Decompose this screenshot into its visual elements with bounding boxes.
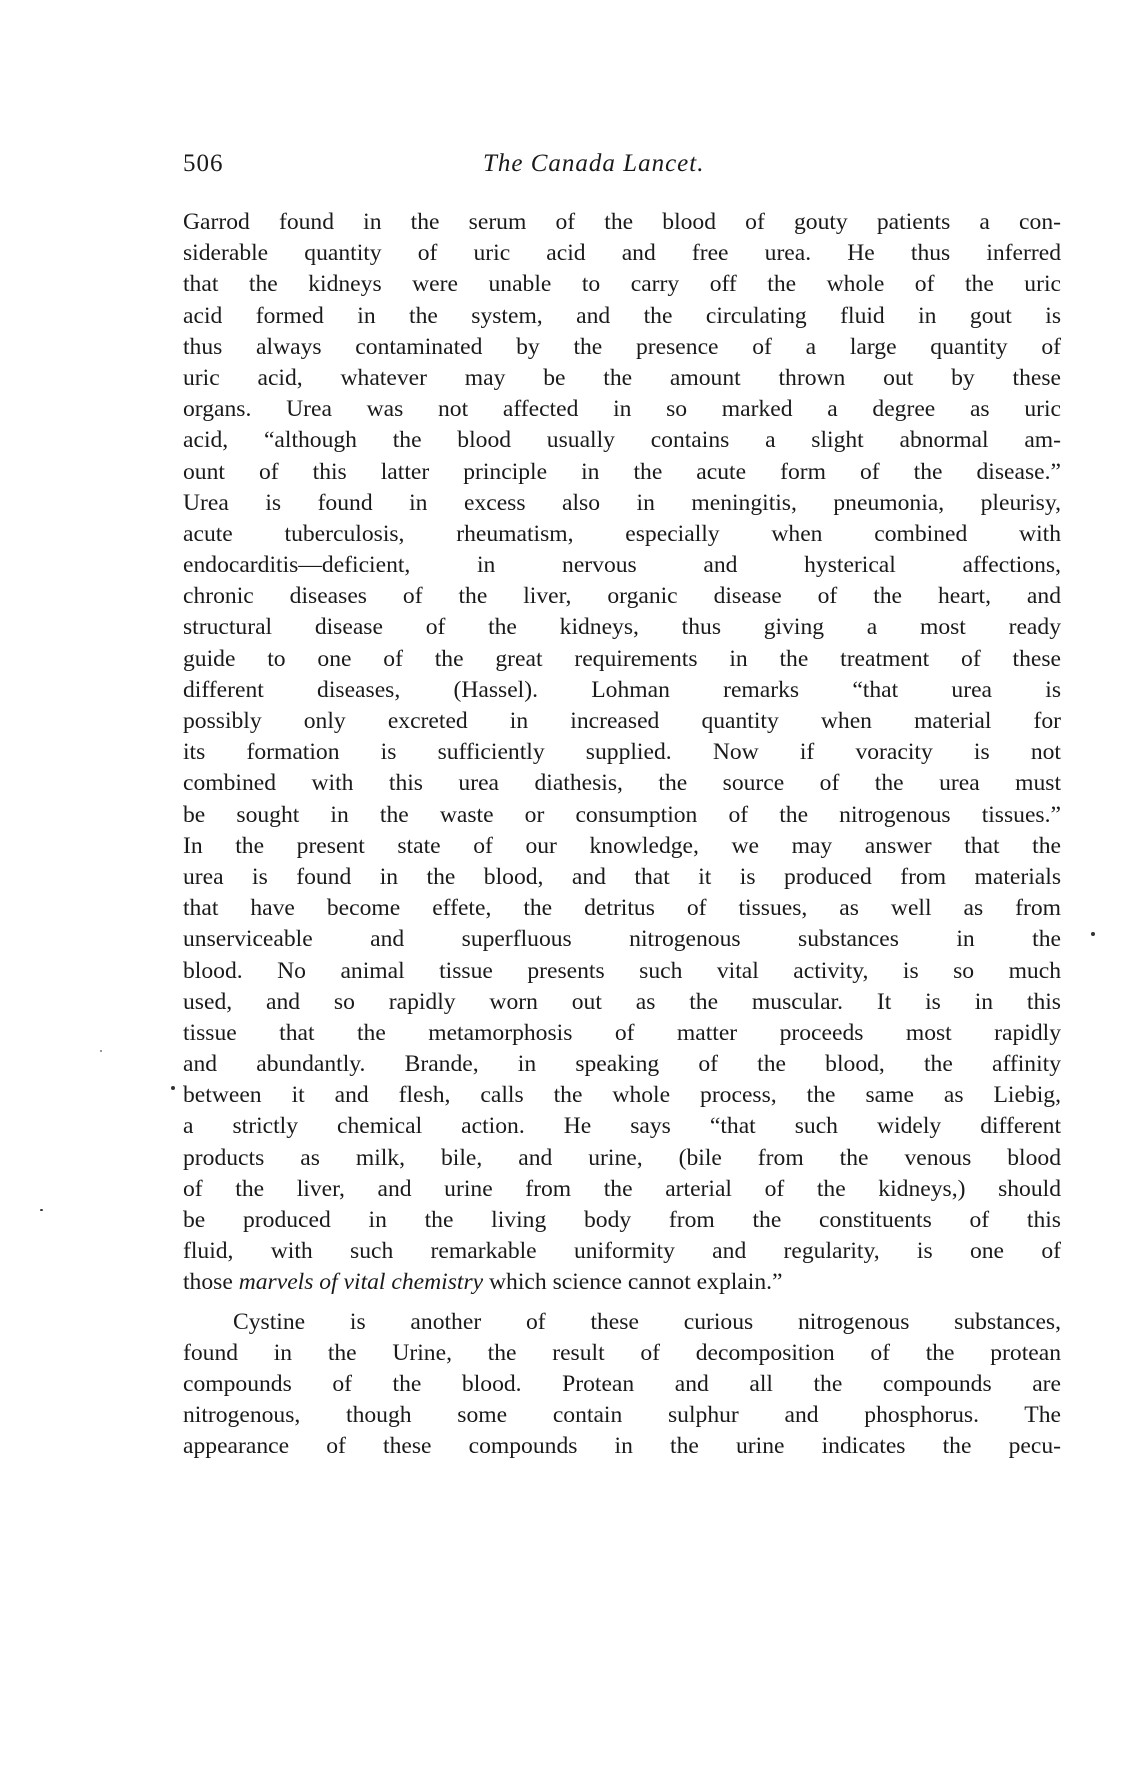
text-line: found in the Urine, the result of decomposition of the protean (183, 1339, 1061, 1366)
text-line: urea is found in the blood, and that it is produced from materials (183, 863, 1061, 890)
text-line: different diseases, (Hassel). Lohman remarks “that urea is (183, 676, 1061, 703)
text-line: acute tuberculosis, rheumatism, especially when combined with (183, 520, 1061, 547)
text-line: appearance of these compounds in the urine indicates the pecu- (183, 1433, 1061, 1460)
text-line: tissue that the metamorphosis of matter proceeds most rapidly (183, 1019, 1061, 1046)
italic-phrase: marvels of vital chemistry (238, 1269, 484, 1296)
text-line: Garrod found in the serum of the blood of gouty patients a con- (183, 209, 1061, 235)
text-line: combined with this urea diathesis, the source of the urea must (183, 770, 1061, 797)
text-line: compounds of the blood. Protean and all the compounds are (183, 1370, 1061, 1397)
scan-speck (1091, 932, 1095, 936)
paragraph-gap (183, 1299, 1061, 1307)
text-line: of the liver, and urine from the arterial of the kidneys,) should (183, 1175, 1061, 1202)
scan-speck (40, 1209, 43, 1211)
text-line: unserviceable and superfluous nitrogenous substances in the (183, 926, 1061, 953)
text-line: organs. Urea was not affected in so marked a degree as uric (183, 396, 1061, 423)
text-line: be sought in the waste or consumption of the nitrogenous tissues.” (183, 801, 1061, 828)
text-line: products as milk, bile, and urine, (bile from the venous blood (183, 1144, 1061, 1171)
running-head (183, 150, 1063, 190)
paragraph (183, 207, 1061, 1299)
text-line: a strictly chemical action. He says “that such widely different (183, 1113, 1061, 1140)
text-line: possibly only excreted in increased quantity when material for (183, 708, 1061, 734)
text-line: that the kidneys were unable to carry off the whole of the uric (183, 271, 1061, 298)
journal-title: The Canada Lancet. (483, 150, 705, 177)
text-line: acid formed in the system, and the circulating fluid in gout is (183, 302, 1061, 329)
scan-speck (100, 1050, 102, 1052)
page-number: 506 (183, 150, 224, 177)
text-line: blood. No animal tissue presents such vital activity, is so much (183, 957, 1061, 984)
scan-speck (171, 1086, 175, 1090)
text-line: thus always contaminated by the presence of a large quantity of (183, 333, 1061, 360)
text-line: In the present state of our knowledge, we may answer that the (183, 832, 1061, 859)
text-line: Cystine is another of these curious nitrogenous substances, (233, 1308, 1061, 1335)
text-line: its formation is sufficiently supplied. Now if voracity is not (183, 739, 1061, 766)
text-line: nitrogenous, though some contain sulphur and phosphorus. The (183, 1402, 1061, 1429)
text-line: fluid, with such remarkable uniformity and regularity, is one of (183, 1238, 1061, 1265)
text-run: those (183, 1269, 239, 1296)
text-line-last (183, 1267, 1061, 1298)
text-line: used, and so rapidly worn out as the muscular. It is in this (183, 988, 1061, 1015)
text-line: that have become effete, the detritus of tissues, as well as from (183, 895, 1061, 922)
text-line: ount of this latter principle in the acute form of the disease.” (183, 458, 1061, 485)
text-line: chronic diseases of the liver, organic disease of the heart, and (183, 583, 1061, 610)
text-line: siderable quantity of uric acid and free urea. He thus inferred (183, 240, 1061, 267)
text-line: endocarditis—deficient, in nervous and hysterical affections, (183, 552, 1061, 579)
body-text (183, 207, 1061, 1463)
text-line: Urea is found in excess also in meningitis, pneumonia, pleurisy, (183, 489, 1061, 516)
text-line: guide to one of the great requirements in the treatment of these (183, 645, 1061, 672)
text-line: and abundantly. Brande, in speaking of the blood, the affinity (183, 1051, 1061, 1078)
text-run: which science cannot explain.” (483, 1269, 783, 1296)
text-line: acid, “although the blood usually contains a slight abnormal am- (183, 427, 1061, 454)
text-line: between it and flesh, calls the whole process, the same as Liebig, (183, 1082, 1061, 1109)
paragraph (183, 1307, 1061, 1463)
text-line: uric acid, whatever may be the amount thrown out by these (183, 364, 1061, 391)
text-line: structural disease of the kidneys, thus giving a most ready (183, 614, 1061, 641)
text-line: be produced in the living body from the constituents of this (183, 1207, 1061, 1233)
